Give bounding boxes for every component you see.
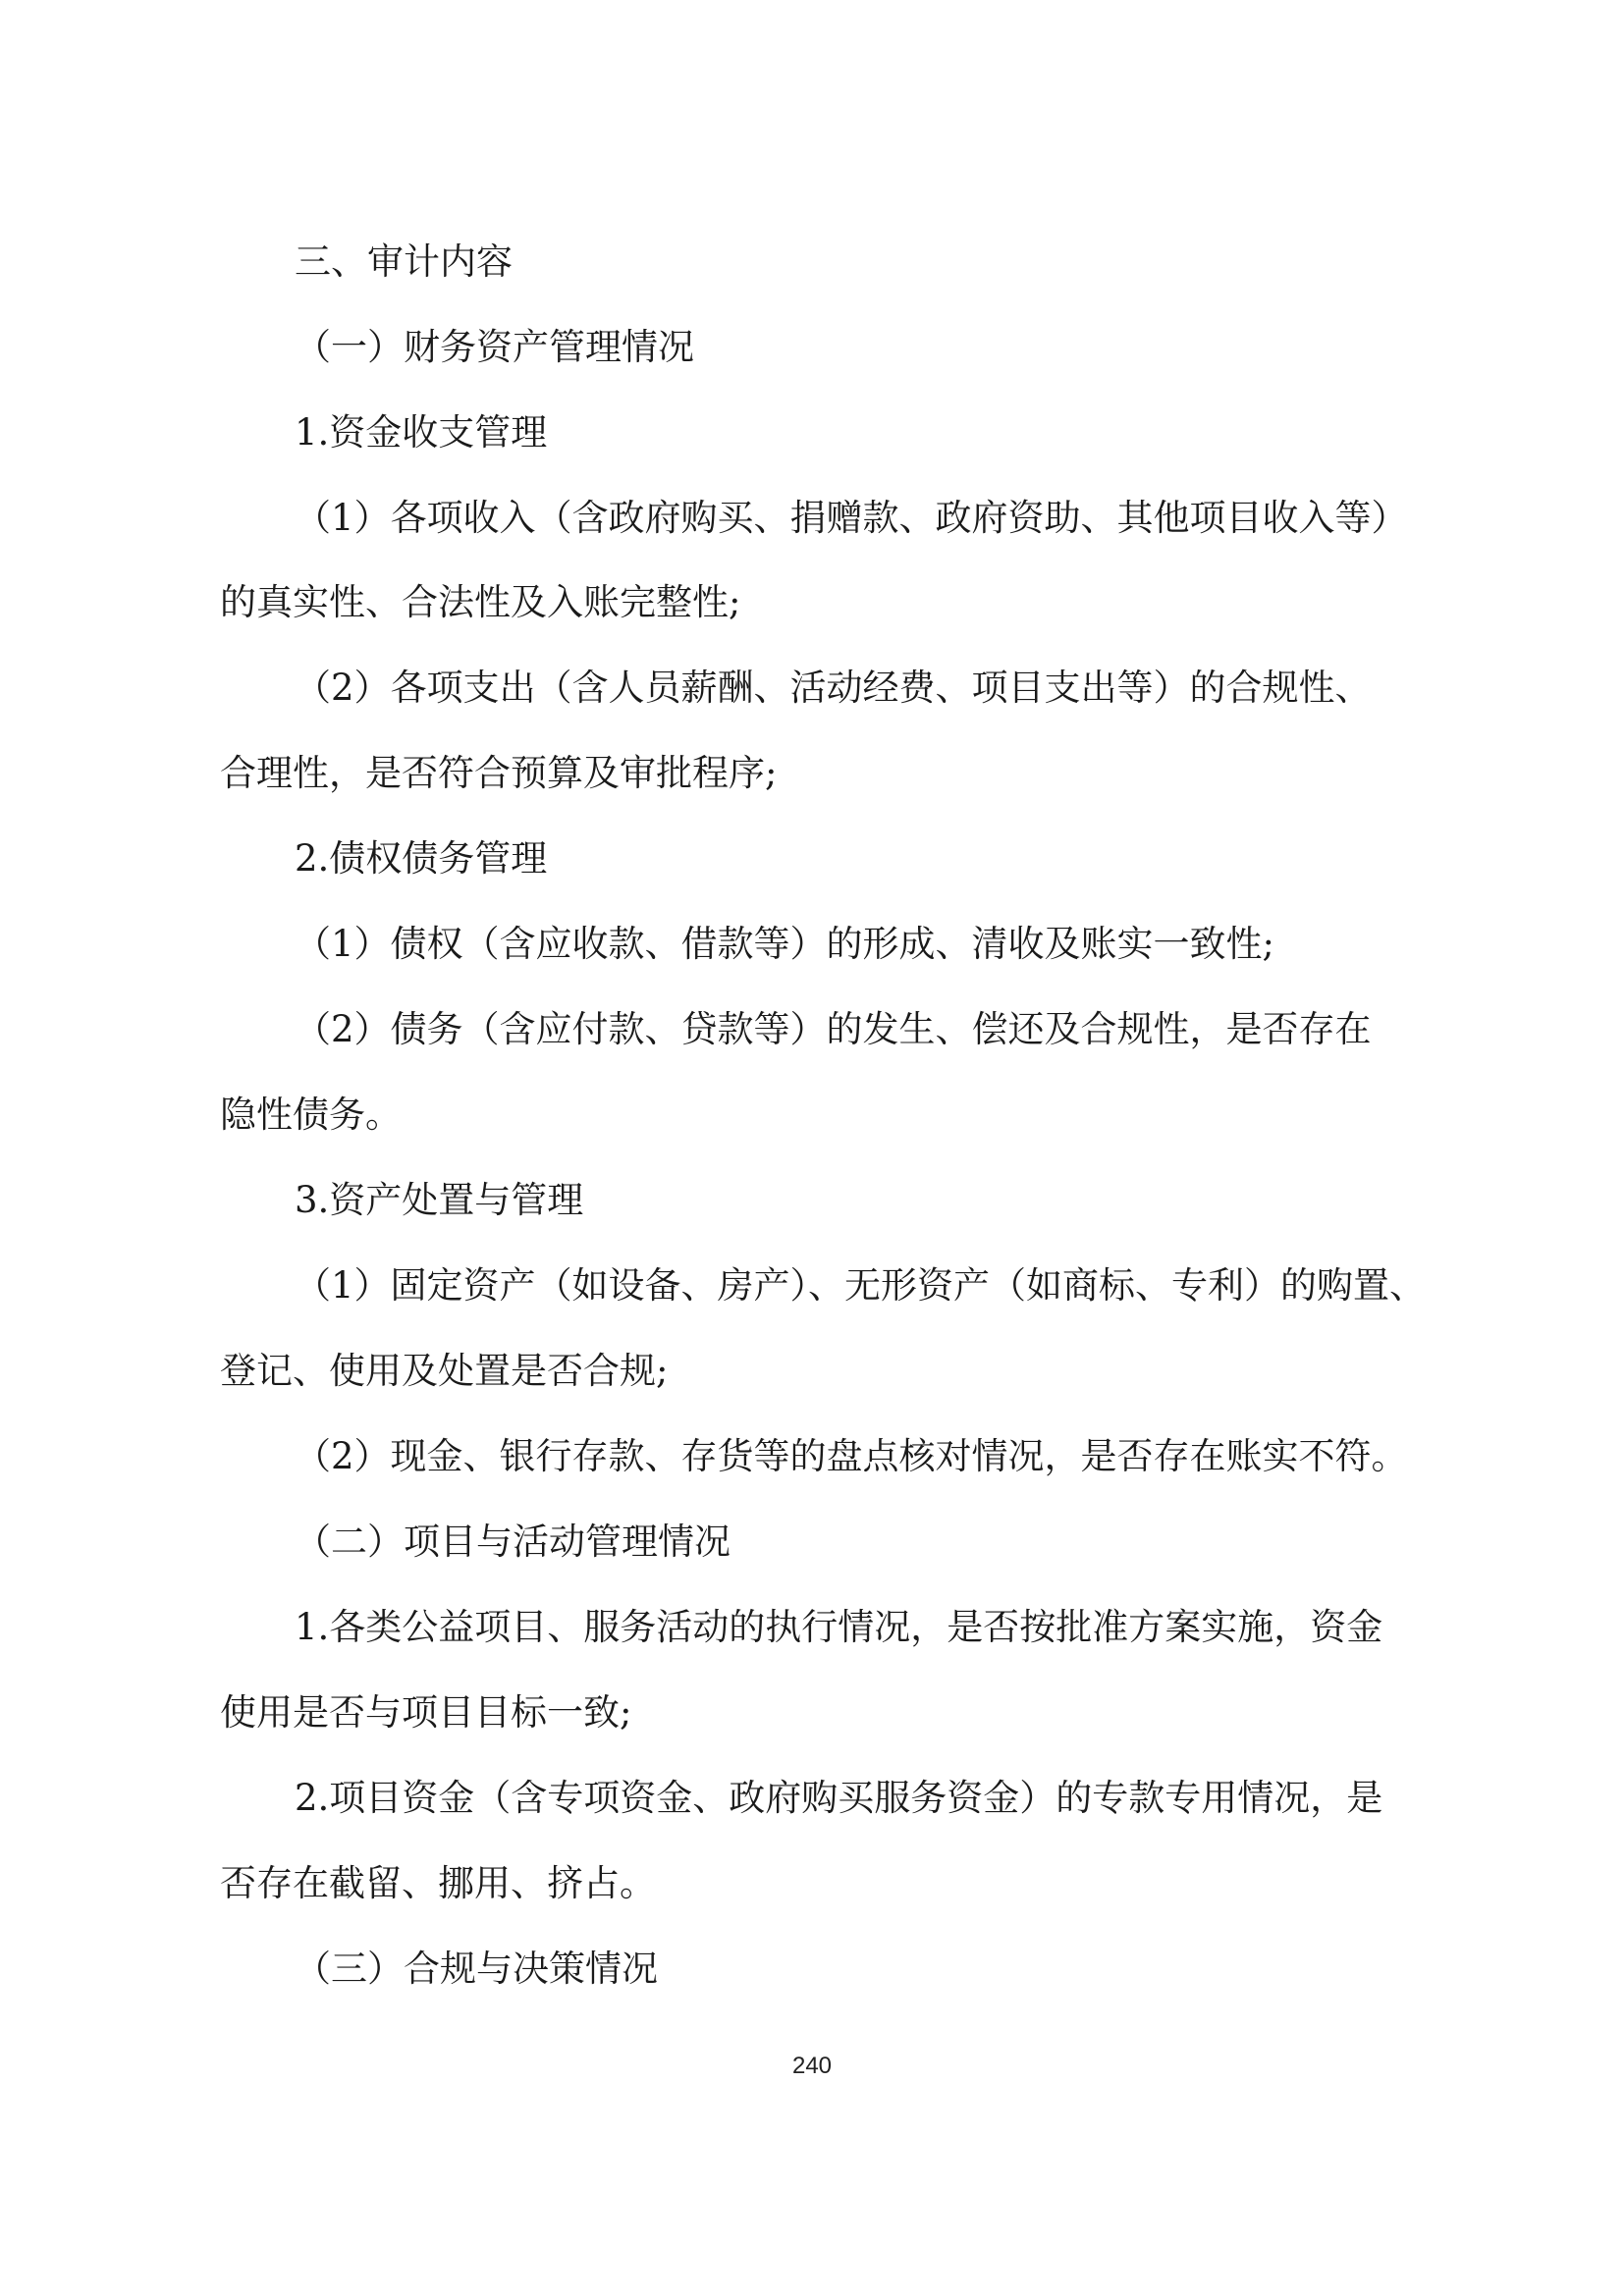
paragraph-project-funds-line-2: 否存在截留、挪用、挤占。 [220,1862,656,1904]
item-title-asset-management: 3.资产处置与管理 [295,1179,584,1221]
paragraph-expense-line-2: 合理性，是否符合预算及审批程序; [220,752,778,794]
paragraph-fixed-assets-line-2: 登记、使用及处置是否合规; [220,1350,669,1392]
section-heading: 三、审计内容 [295,240,513,283]
item-title-debt-management: 2.债权债务管理 [295,837,548,880]
paragraph-debts-line-2: 隐性债务。 [220,1094,402,1136]
subsection-title-financial-assets: （一）财务资产管理情况 [295,326,694,368]
paragraph-fixed-assets-line-1: （1）固定资产（如设备、房产）、无形资产（如商标、专利）的购置、 [295,1264,1427,1307]
paragraph-project-funds-line-1: 2.项目资金（含专项资金、政府购买服务资金）的专款专用情况，是 [295,1777,1383,1819]
paragraph-claims: （1）债权（含应收款、借款等）的形成、清收及账实一致性; [295,923,1275,965]
subsection-title-compliance: （三）合规与决策情况 [295,1948,658,1990]
paragraph-project-execution-line-2: 使用是否与项目目标一致; [220,1691,632,1734]
item-title-fund-management: 1.资金收支管理 [295,411,548,454]
paragraph-project-execution-line-1: 1.各类公益项目、服务活动的执行情况，是否按批准方案实施，资金 [295,1606,1383,1648]
paragraph-cash-inventory: （2）现金、银行存款、存货等的盘点核对情况，是否存在账实不符。 [295,1435,1408,1477]
paragraph-debts-line-1: （2）债务（含应付款、贷款等）的发生、偿还及合规性，是否存在 [295,1008,1372,1050]
subsection-title-projects: （二）项目与活动管理情况 [295,1521,731,1563]
page-number: 240 [791,2053,833,2079]
paragraph-income-line-1: （1）各项收入（含政府购买、捐赠款、政府资助、其他项目收入等） [295,497,1408,539]
paragraph-income-line-2: 的真实性、合法性及入账完整性; [220,581,741,623]
paragraph-expense-line-1: （2）各项支出（含人员薪酬、活动经费、项目支出等）的合规性、 [295,667,1372,709]
